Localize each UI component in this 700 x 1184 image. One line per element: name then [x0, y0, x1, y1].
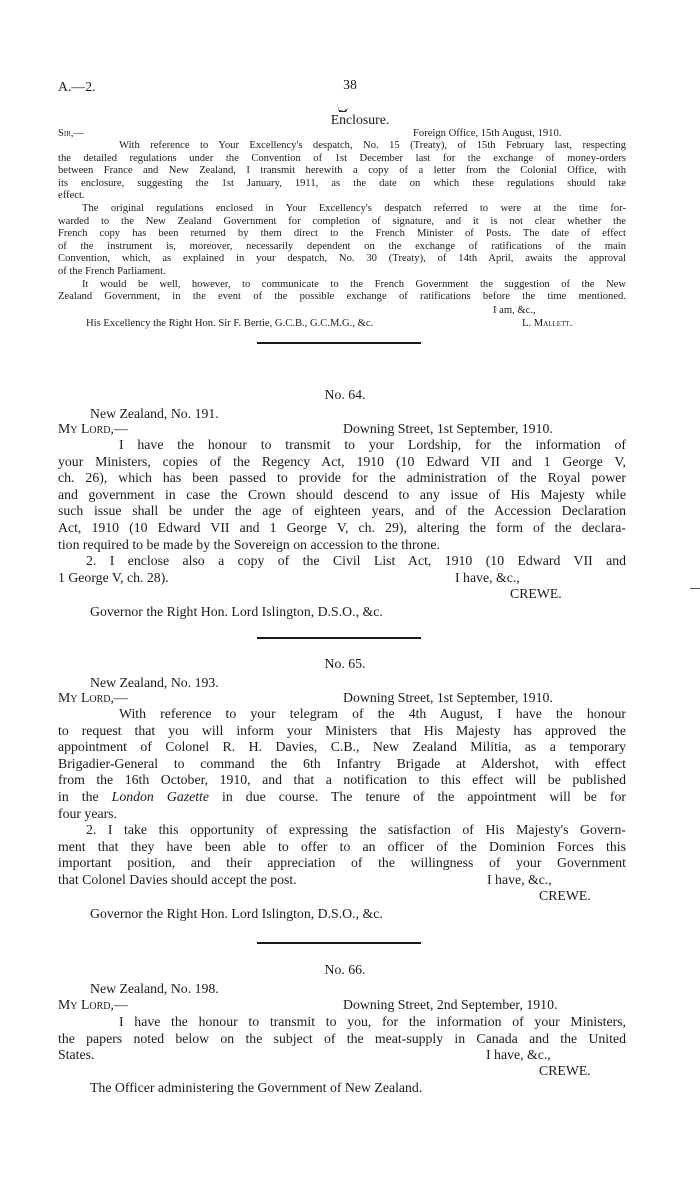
despatch64-line: your Ministers, copies of the Regency Act, 1910 (10 Edward VII and 1 George V, [58, 453, 626, 469]
despatch65-line: 2. I take this opportunity of expressing the satisfaction of His Majesty's Govern- [86, 822, 626, 838]
despatch65-closing: I have, &c., [487, 872, 552, 887]
despatch65-text: in the [58, 788, 99, 804]
despatch65-line: appointment of Colonel R. H. Davies, C.B., New Zealand Militia, as a temporary [58, 739, 626, 755]
despatch64-line: ch. 26), which has been passed to provide for the administration of the Royal power [58, 470, 626, 486]
letter1-line: its enclosure, suggesting the 1st January, 1911, as the date on which these regulations should take [58, 177, 626, 189]
despatch65-line: four years. [58, 805, 117, 821]
letter1-closing: I am, &c., [493, 305, 536, 316]
despatch64-line: I have the honour to transmit to your Lordship, for the information of [119, 437, 626, 452]
despatch64-line: 2. I enclose also a copy of the Civil List Act, 1910 (10 Edward VII and [86, 553, 626, 569]
despatch64-number: No. 64. [324, 387, 366, 402]
document-reference: A.—2. [58, 79, 96, 94]
despatch64-line: 1 George V, ch. 28). [58, 569, 169, 585]
letter1-addressee: His Excellency the Right Hon. Sir F. Bertie, G.C.B., G.C.M.G., &c. [86, 318, 374, 329]
despatch64-addressee: Governor the Right Hon. Lord Islington, D.S.O., &c. [90, 604, 383, 619]
despatch65-dateline: Downing Street, 1st September, 1910. [343, 690, 553, 705]
despatch65-line: from the 16th October, 1910, and that a notification to this effect will be published [58, 772, 626, 788]
despatch65-line: to request that you will inform your Ministers that His Majesty has approved the [58, 722, 626, 738]
margin-mark [690, 588, 700, 589]
letter1-line: effect. [58, 190, 85, 202]
despatch64-body [58, 437, 626, 586]
despatch65-line: important position, and their appreciation of the willingness of your Government [58, 855, 626, 871]
despatch64-colony-ref: New Zealand, No. 191. [90, 406, 219, 421]
despatch64-line: such issue shall be under the age of eighteen years, and of the Accession Declaration [58, 503, 626, 519]
letter1-line: of the instrument is, moreover, necessarily dependent on the exchange of ratifications of the main [58, 240, 626, 252]
despatch65-line [58, 789, 626, 806]
letter1-line: French copy has been returned by them direct to the French Minister of Posts. The date of effect [58, 228, 626, 240]
despatch66-line: I have the honour to transmit to you, for the information of your Ministers, [119, 1014, 626, 1029]
section-divider [257, 942, 421, 944]
despatch64-salutation: My Lord,— [58, 421, 128, 436]
letter1-line: warded to the New Zealand Government for completion of signature, and it is not clear whether the [58, 215, 626, 227]
enclosure-title: Enclosure. [330, 112, 390, 127]
despatch66-line: States. [58, 1047, 95, 1063]
page-number: 38 [343, 77, 357, 92]
despatch66-signature: CREWE. [539, 1063, 591, 1078]
letter1-line: Zealand Government, in the event of the possible exchange of ratifications before the time mentioned. [58, 291, 626, 303]
letter1-line: With reference to Your Excellency's despatch, No. 15 (Treaty), of 15th February last, respecting [119, 140, 626, 151]
letter1-line: It would be well, however, to communicate to the French Government the suggestion of the New [82, 278, 626, 290]
letter1-dateline: Foreign Office, 15th August, 1910. [413, 128, 562, 139]
despatch65-line: Brigadier-General to command the 6th Infantry Brigade at Aldershot, with effect [58, 755, 626, 771]
despatch64-line: tion required to be made by the Sovereign on accession to the throne. [58, 536, 440, 552]
despatch66-salutation: My Lord,— [58, 997, 128, 1012]
despatch64-line: and government in case the Crown should descend to any issue of His Majesty while [58, 486, 626, 502]
letter1-signature: L. Mallett. [522, 318, 573, 329]
despatch66-line: the papers noted below on the subject of the meat-supply in Canada and the United [58, 1030, 626, 1046]
letter1-line: of the French Parliament. [58, 265, 166, 277]
section-divider [257, 342, 421, 344]
despatch64-closing: I have, &c., [455, 570, 520, 585]
despatch65-salutation: My Lord,— [58, 690, 128, 705]
letter1-line: the detailed regulations under the Convention of 1st December last for the exchange of money-orders [58, 152, 626, 164]
despatch66-number: No. 66. [324, 962, 366, 977]
despatch65-addressee: Governor the Right Hon. Lord Islington, D.S.O., &c. [90, 906, 383, 921]
publication-title: London Gazette [111, 788, 209, 804]
despatch64-dateline: Downing Street, 1st September, 1910. [343, 421, 553, 436]
despatch65-text: in due course. The tenure of the appointment will be for [222, 788, 626, 804]
despatch65-line: With reference to your telegram of the 4th August, I have the honour [119, 706, 626, 721]
letter1-salutation: Sir,— [58, 128, 85, 139]
section-divider [257, 637, 421, 639]
despatch66-dateline: Downing Street, 2nd September, 1910. [343, 997, 558, 1012]
despatch66-colony-ref: New Zealand, No. 198. [90, 981, 219, 996]
letter1-line: The original regulations enclosed in Your Excellency's despatch referred to were at the time for- [82, 202, 626, 214]
despatch65-line: that Colonel Davies should accept the post. [58, 871, 297, 887]
despatch65-number: No. 65. [324, 656, 366, 671]
despatch65-body [58, 706, 626, 889]
despatch66-addressee: The Officer administering the Government of New Zealand. [90, 1080, 423, 1095]
despatch64-line: Act, 1910 (10 Edward VII and 1 George V, ch. 29), altering the form of the declara- [58, 519, 626, 535]
despatch65-line: ment that they have been able to offer to an officer of the Dominion Forces this [58, 838, 626, 854]
letter1-body [58, 140, 626, 304]
despatch66-closing: I have, &c., [486, 1047, 551, 1062]
despatch65-signature: CREWE. [539, 888, 591, 903]
letter1-line: between France and New Zealand, I transmit herewith a copy of a letter from the Colonial Office, with [58, 165, 626, 177]
despatch64-signature: CREWE. [510, 586, 562, 601]
letter1-line: Convention, which, as explained in your despatch, No. 30 (Treaty), of 14th April, awaits the approval [58, 253, 626, 265]
despatch65-colony-ref: New Zealand, No. 193. [90, 675, 219, 690]
